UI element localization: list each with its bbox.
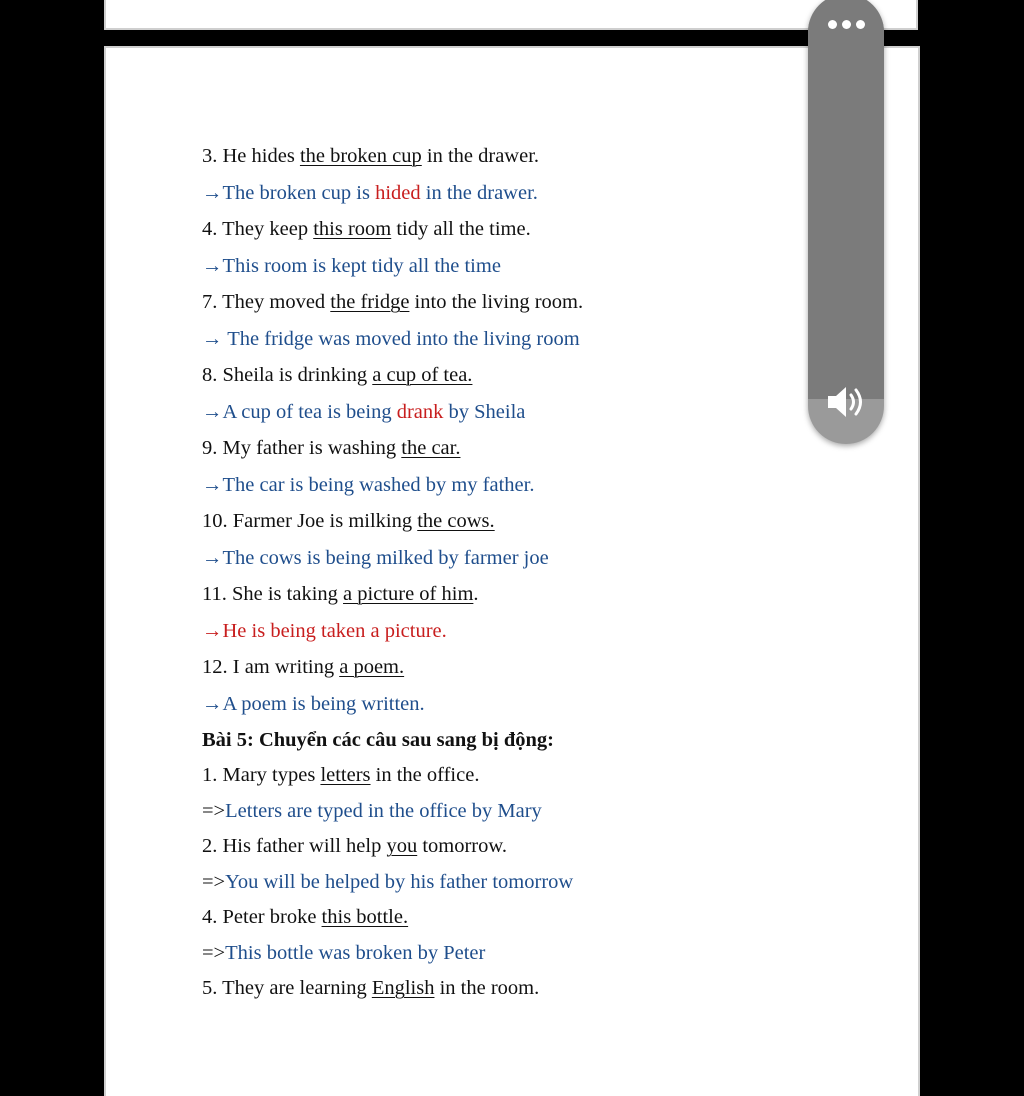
underlined-phrase: English — [371, 977, 435, 999]
text-run: in the drawer. — [420, 182, 538, 204]
text-run: . — [473, 583, 479, 605]
text-run: in the room. — [434, 977, 540, 999]
text-run: into the living room. — [409, 291, 584, 313]
text-run: This bottle was broken by Peter — [225, 942, 486, 964]
text-run: by Sheila — [443, 401, 526, 423]
text-run: →He is being taken a picture. — [202, 620, 447, 642]
doc-line — [202, 834, 507, 858]
doc-line — [202, 363, 472, 387]
text-run: 10. Farmer Joe is milking — [202, 510, 418, 532]
text-run: →A cup of tea is being — [202, 401, 397, 423]
more-dots-icon[interactable] — [808, 20, 884, 29]
text-run: 5. They are learning — [202, 977, 372, 999]
section-heading — [202, 728, 554, 752]
text-run: 4. Peter broke — [202, 906, 322, 928]
doc-line — [202, 976, 539, 1000]
doc-line — [202, 799, 542, 823]
text-run: →This room is kept tidy all the time — [202, 255, 501, 277]
doc-line — [202, 327, 580, 351]
text-run: →The broken cup is — [202, 182, 376, 204]
text-run: → The fridge was moved into the living room — [202, 328, 580, 350]
underlined-phrase: the broken cup — [299, 145, 422, 167]
previous-page-edge — [104, 0, 918, 30]
text-run: => — [202, 942, 226, 964]
text-run: drank — [396, 401, 444, 423]
text-run: 9. My father is washing — [202, 437, 402, 459]
underlined-phrase: this bottle. — [321, 906, 409, 928]
doc-line — [202, 655, 404, 679]
doc-line — [202, 905, 408, 929]
volume-level-fill — [808, 0, 884, 399]
text-run: 7. They moved — [202, 291, 331, 313]
text-run: hided — [375, 182, 421, 204]
underlined-phrase: a cup of tea. — [372, 364, 473, 386]
text-run: => — [202, 800, 226, 822]
underlined-phrase: this room — [313, 218, 392, 240]
doc-line — [202, 582, 479, 606]
text-run: 4. They keep — [202, 218, 314, 240]
doc-line — [202, 290, 583, 314]
document-page — [104, 46, 920, 1096]
volume-slider[interactable] — [808, 0, 884, 444]
underlined-phrase: a poem. — [339, 656, 405, 678]
doc-line — [202, 436, 460, 460]
text-run: →The cows is being milked by farmer joe — [202, 547, 549, 569]
doc-line — [202, 941, 485, 965]
doc-line — [202, 144, 539, 168]
text-run: 11. She is taking — [202, 583, 344, 605]
underlined-phrase: a picture of him — [343, 583, 474, 605]
text-run: 12. I am writing — [202, 656, 340, 678]
text-run: tidy all the time. — [391, 218, 531, 240]
text-run: Bài 5: Chuyển các câu sau sang bị động: — [202, 729, 554, 751]
doc-line — [202, 181, 538, 205]
underlined-phrase: letters — [320, 764, 371, 786]
text-run: 3. He hides — [202, 145, 300, 167]
doc-line — [202, 870, 573, 894]
doc-line — [202, 400, 525, 424]
text-run: →The car is being washed by my father. — [202, 474, 535, 496]
speaker-volume-icon[interactable] — [824, 382, 868, 422]
text-run: →A poem is being written. — [202, 693, 425, 715]
doc-line — [202, 254, 501, 278]
doc-line — [202, 217, 531, 241]
text-run: in the office. — [370, 764, 480, 786]
doc-line — [202, 692, 425, 716]
doc-line — [202, 619, 447, 643]
underlined-phrase: the car. — [401, 437, 461, 459]
text-run: in the drawer. — [421, 145, 540, 167]
doc-line — [202, 546, 549, 570]
underlined-phrase: the cows. — [417, 510, 495, 532]
text-run: 8. Sheila is drinking — [202, 364, 373, 386]
underlined-phrase: the fridge — [330, 291, 410, 313]
doc-line — [202, 473, 534, 497]
doc-line — [202, 763, 479, 787]
text-run: Letters are typed in the office by Mary — [225, 800, 542, 822]
underlined-phrase: you — [386, 835, 418, 857]
text-run: tomorrow. — [417, 835, 507, 857]
text-run: You will be helped by his father tomorrow — [225, 871, 574, 893]
doc-line — [202, 509, 495, 533]
text-run: 1. Mary types — [202, 764, 321, 786]
text-run: 2. His father will help — [202, 835, 387, 857]
text-run: => — [202, 871, 226, 893]
